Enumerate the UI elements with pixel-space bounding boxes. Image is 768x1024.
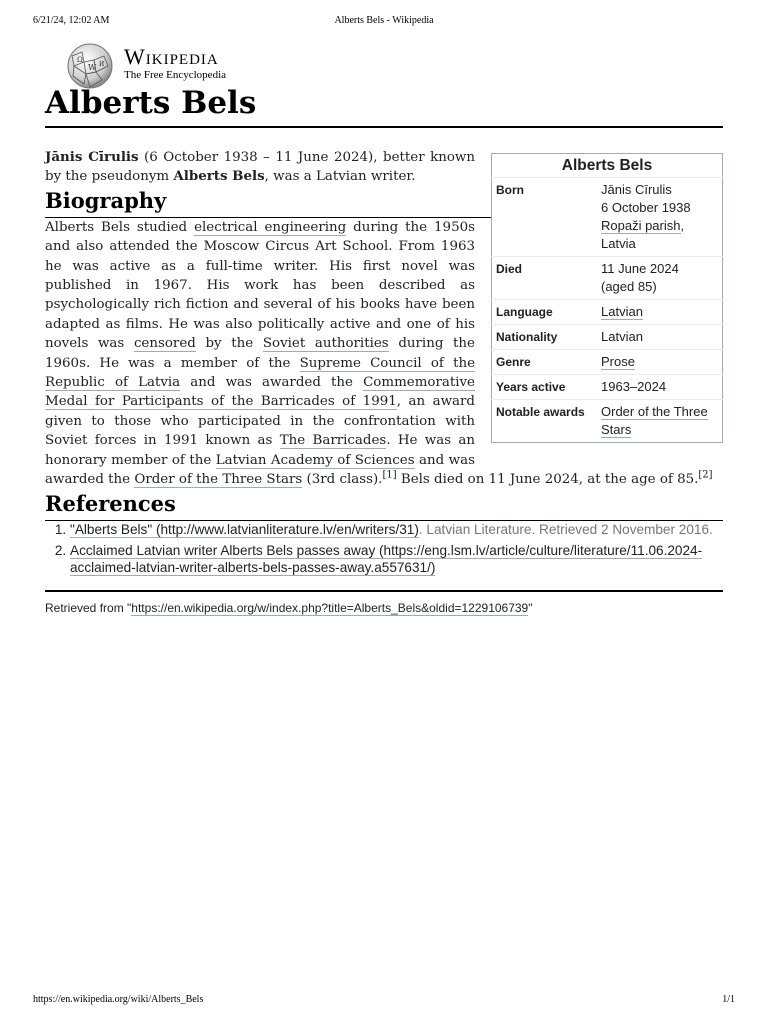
infobox-label: Born	[492, 178, 598, 257]
infobox-label: Nationality	[492, 325, 598, 350]
link-supreme-council[interactable]: Supreme Council of the Republic of Latvia	[45, 355, 475, 391]
link-electrical-engineering[interactable]: electrical engineering	[194, 219, 347, 235]
born-country: Latvia	[601, 236, 636, 251]
reference-link[interactable]: "Alberts Bels" (http://www.latvianliterature.lv/en/writers/31)	[70, 521, 419, 537]
biography-heading: Biography	[45, 187, 723, 218]
infobox-row-years-active	[492, 375, 723, 400]
print-datetime: 6/21/24, 12:02 AM	[33, 15, 110, 26]
born-name: Jānis Cīrulis	[601, 182, 672, 197]
died-age: (aged 85)	[601, 279, 657, 294]
wikipedia-wordmark: Wikipedia	[124, 44, 219, 69]
print-footer	[33, 994, 735, 1008]
link-soviet-authorities[interactable]: Soviet authorities	[262, 336, 389, 352]
svg-text:Ω: Ω	[77, 56, 83, 64]
bio-text: and was awarded the	[45, 452, 475, 488]
citation-link[interactable]: [2]	[698, 469, 713, 481]
born-place-line	[601, 217, 718, 235]
svg-text:И: И	[99, 61, 105, 68]
svg-text:W: W	[88, 63, 97, 72]
link-order-three-stars[interactable]: Order of the Three Stars	[134, 472, 303, 488]
print-page-number: 1/1	[722, 994, 735, 1005]
retrieved-link[interactable]: https://en.wikipedia.org/w/index.php?title=Alberts_Bels&oldid=1229106739	[131, 600, 529, 615]
infobox-row-nationality	[492, 325, 723, 350]
bio-text: Bels died on 11 June 2024, at the age of 85.	[396, 472, 699, 488]
page-title: Alberts Bels	[45, 84, 723, 128]
born-place-sep: ,	[680, 218, 685, 233]
infobox	[491, 153, 723, 443]
reference-item	[70, 542, 723, 576]
infobox-row-born	[492, 178, 723, 257]
print-header	[33, 15, 735, 29]
infobox-row-genre	[492, 350, 723, 375]
born-date: 6 October 1938	[601, 200, 691, 215]
language-link[interactable]: Latvian	[601, 304, 643, 319]
print-page-title: Alberts Bels - Wikipedia	[334, 15, 434, 26]
infobox-value: Latvian	[597, 325, 723, 350]
infobox-value	[597, 300, 723, 325]
citation-2[interactable]	[698, 470, 712, 481]
infobox-value	[597, 400, 723, 443]
citation-link[interactable]: [1]	[382, 469, 397, 481]
awards-link[interactable]: Order of the Three Stars	[601, 404, 708, 437]
retrieved-suffix: "	[528, 600, 533, 615]
bio-text: , an award given to those who participated in the confrontation with Soviet forces in 1991 known as	[45, 394, 475, 449]
bio-text: Alberts Bels studied	[45, 219, 195, 235]
link-commemorative-medal[interactable]: Commemorative Medal for Participants of the Barricades of 1991	[45, 375, 475, 410]
lead-text: (6 October 1938 – 11 June 2024), better known by the pseudonym	[45, 150, 475, 185]
infobox-label: Years active	[492, 375, 598, 400]
born-place-link[interactable]: Ropaži parish	[601, 218, 681, 233]
link-censored[interactable]: censored	[133, 336, 196, 352]
genre-link[interactable]: Prose	[601, 354, 635, 369]
infobox-value	[597, 178, 723, 257]
reference-item	[70, 521, 723, 538]
bio-text: by the	[195, 336, 263, 352]
wikipedia-logo[interactable]	[64, 42, 264, 90]
infobox-label: Language	[492, 300, 598, 325]
infobox-value	[597, 350, 723, 375]
infobox-value: 1963–2024	[597, 375, 723, 400]
infobox-title: Alberts Bels	[491, 153, 723, 177]
died-date: 11 June 2024	[601, 261, 679, 276]
retrieved-prefix: Retrieved from "	[45, 600, 132, 615]
infobox-row-awards	[492, 400, 723, 443]
retrieved-from	[45, 590, 723, 616]
link-latvian-academy[interactable]: Latvian Academy of Sciences	[215, 452, 415, 468]
infobox-row-language	[492, 300, 723, 325]
wikipedia-tagline: The Free Encyclopedia	[124, 69, 227, 81]
references-heading: References	[45, 490, 723, 521]
bio-text: during the 1960s. He was a member of the	[45, 336, 475, 371]
infobox-label: Genre	[492, 350, 598, 375]
bio-text: during the 1950s and also attended the Moscow Circus Art School. From 1963 he was active as a full-time writer. His first novel was published in 1967. His work has been described as psychologically rich fiction and several of his books have been adapted as films. He was also politically active and one of his novels was	[45, 219, 475, 352]
lead-pseudonym: Alberts Bels	[173, 168, 265, 185]
bio-text: . He was an honorary member of the	[45, 433, 476, 468]
reference-source: . Latvian Literature. Retrieved 2 November 2016.	[418, 521, 713, 537]
lead-name: Jānis Cīrulis	[45, 149, 139, 165]
bio-text: and was awarded the	[180, 375, 364, 391]
infobox-value	[597, 257, 723, 300]
reference-link[interactable]: Acclaimed Latvian writer Alberts Bels passes away (https://eng.lsm.lv/article/culture/literature/11.06.2024-acclaimed-latvian-writer-alberts-bels-passes-away.a557631/)	[70, 542, 703, 575]
wikipedia-globe-icon	[64, 42, 116, 90]
references-list	[45, 521, 723, 576]
link-the-barricades[interactable]: The Barricades	[279, 433, 387, 449]
article-content	[45, 148, 723, 616]
infobox-label: Notable awards	[492, 400, 598, 443]
infobox-label: Died	[492, 257, 598, 300]
print-url: https://en.wikipedia.org/wiki/Alberts_Bels	[33, 994, 204, 1005]
lead-text: , was a Latvian writer.	[264, 169, 416, 185]
citation-1[interactable]	[382, 470, 396, 481]
bio-text: (3rd class).	[302, 472, 383, 488]
infobox-row-died	[492, 257, 723, 300]
